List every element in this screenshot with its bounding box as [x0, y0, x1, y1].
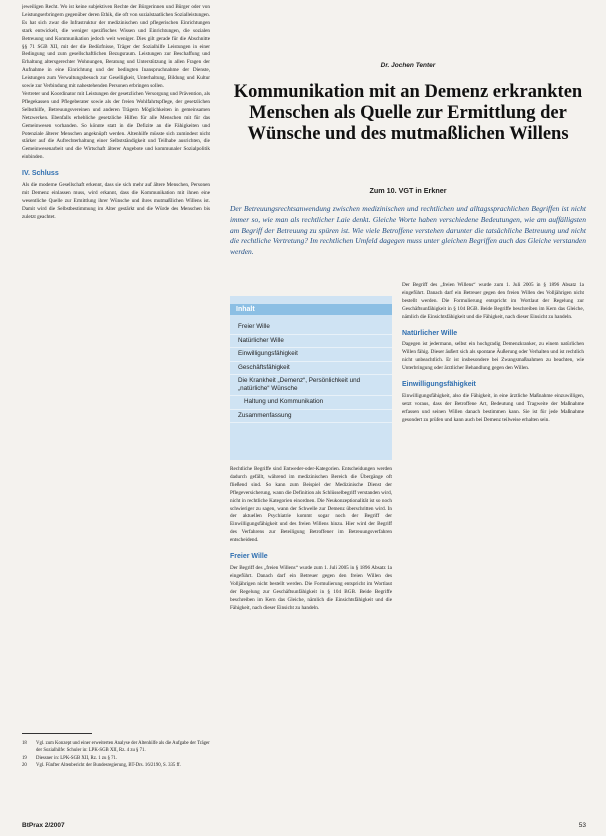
footnote-item	[22, 762, 210, 769]
article-author: Dr. Jochen Tenter	[380, 62, 436, 69]
footnote-text: Diessner in: LPK-SGB XII, Rz. 1 zu § 71.	[36, 755, 118, 761]
contents-box	[230, 296, 392, 460]
section-iv-text: Als die moderne Gesellschaft erkennt, dass sie sich mehr auf ältere Menschen, Personen mit Demenz einlassen muss, wird erkannt, dass die Kommunikation mit ihnen eine wesentliche Quelle zur Ermittlung ihrer Wünsche und ihres mutmaßlichen Willens ist. Damit wird die Selbstbestimmung im Alter gestärkt und die Würde des Menschen bis zuletzt geachtet.	[22, 182, 210, 220]
article-lead: Der Betreuungsrechtsanwendung zwischen medizinischen und rechtlichen und alltagssprachlichen Begriffen ist nicht immer so, wie man als rechtlicher Laie denkt. Gleiche Worte haben verschiedene Bedeutungen, wie am auffälligsten am Begriff der Betreuung zu spüren ist. Wie viele Betroffene verstehen darunter die tatsächliche Betreuung und nicht die rechtliche Vertretung? Im rechtlichen Umfeld dagegen muss unter gleichen Begriffen auch das Gleiche verstanden werden.	[230, 204, 586, 257]
middle-paragraph: Rechtliche Begriffe sind Entweder-oder-Kategorien. Entscheidungen werden dadurch gefällt, während im medizinischen Bereich die Übergänge oft fließend sind. So kann zum Beispiel der Medizinische Dienst der Pflegeversicherung, wann die Definition als Schlüsselbegriff verstanden wird, nicht in rechtliche Kategorien einordnen. Die Neukonzeptionalität ist so noch schwieriger zu sagen, wann der Schwelle zur Demenz überschritten wird. In der aktuellen Psychiatrie kommt sogar noch der Begriff der Einwilligungsfähigkeit und des freien Willens hinzu. Hier wird der Begriff des Verfahrens zur Beteiligung Betroffener im Betreuungsverfahren entscheidend.	[230, 466, 392, 544]
left-paragraph-1: jeweiligen Recht. Wo ist keine subjektiven Rechte der Bürgerinnen und Bürger oder von Leistungserbringern gegenüber deren Ethik, die oft von sozialstaatlichen Sozialleistungen. Es hat sich zwar die Infrastruktur der medizinischen und pflegerischen Einrichtungen stark entwickelt, die weniger spezifisches Wissen und Einrichtungen, die sozialen Betreuung und Kommunikation jedoch weit weniger. Dies gilt gerade für die Abschnitte §§ 71 SGB XII, mit der die Bedürfnisse, Träger der Sozialhilfe Leistungen in einer Bedingung und zum gesellschaftlichen Bezugsraum. Leistungen zur Beschaffung und Erhaltung altersgerechter Wohnungen, Beratung und Unterstützung in allen Fragen der Aufnahme in eine Einrichtung und der bedingten Inanspruchnahme der Dienste, Leistungen zum Verwaltungsbesuch zur Geselligkeit, Unterhaltung, Bildung und Kultur sowie zur Verbindung mit nahestehenden Personen erbringen sollen.	[22, 4, 210, 90]
contents-item: Einwilligungsfähigkeit	[230, 348, 392, 362]
article-subtitle: Zum 10. VGT in Erkner	[369, 186, 447, 195]
contents-item: Die Krankheit „Demenz“, Persönlichkeit und „natürliche“ Wünsche	[230, 375, 392, 396]
right-text-column	[402, 282, 584, 802]
contents-box-heading: Inhalt	[230, 304, 392, 315]
freier-wille-heading: Freier Wille	[230, 553, 268, 561]
footnote-number: 20	[22, 763, 27, 769]
footnotes	[22, 740, 210, 770]
left-text-column	[22, 4, 210, 544]
footnote-number: 18	[22, 741, 27, 746]
left-paragraph-2: Vertreter und Koordinator mit Leistungen der gesetzlichen Versorgung und Prävention, als Pflegekassen und Pflegeberater sowie als der freien Wohlfahrtspflege, der gesetzlichen Selbsthilfe, Betreuungsvereinen und anderen Trägern Möglichkeiten in gemeinsamen Netzwerken. Ebenfalls erhebliche gesetzliche Hilfen für alle Menschen mit für das Gemeinwesen vorhanden. So könnte statt in die Defizite an die Fähigkeiten und Potenziale älterer Menschen angeknüpft werden. Altenhilfe müsste sich zumindest nicht stärker auf die Aufrechterhaltung einer Selbstständigkeit und Teilhabe ausrichten, die Gemeinwesenarbeit und die Wirtschaft älterer Angebote und kommunaler Sozialpolitik einbinden.	[22, 90, 210, 161]
freier-wille-text: Der Begriff des „freien Willens“ wurde zum 1. Juli 2005 in § 1896 Absatz 1a eingeführt. Danach darf ein Betreuer gegen den freien Willen des Volljährigen nicht bestellt werden. Die Formulierung entspricht im Wortlaut der Regelung zur Geschäftsunfähigkeit in § 104 BGB. Beide Begriffe beschreiben im Kern das Gleiche, nämlich die Einsichtsfähigkeit und die Fähigkeit, nach dieser Einsicht zu handeln.	[230, 564, 392, 611]
natuerlicher-wille-heading: Natürlicher Wille	[402, 329, 458, 337]
contents-item: Haltung und Kommunikation	[230, 396, 392, 410]
footnote-number: 19	[22, 755, 27, 761]
contents-item: Geschäftsfähigkeit	[230, 362, 392, 376]
article-title: Kommunikation mit an Demenz erkrankten Menschen als Quelle zur Ermittlung der Wünsche und des mutmaßlichen Willens	[233, 82, 583, 144]
contents-item: Freier Wille	[230, 321, 392, 335]
footnote-rule	[22, 733, 92, 734]
natuerlicher-wille-text: Dagegen ist jedermann, selbst ein hochgradig Demenzkranker, zu einem natürlichen Willen fähig. Dieser äußert sich als spontane Äußerung oder Verhalten und ist rechtlich nicht unbeachtlich. Er ist insbesondere bei Zwangsmaßnahmen zu beachten, wie Unterbringung oder ärztlicher Behandlung gegen den Willen.	[402, 341, 584, 372]
einwilligung-heading: Einwilligungsfähigkeit	[402, 381, 476, 389]
footnote-item	[22, 740, 210, 755]
footnote-text: Vgl. zum Konzept und einer erweiterten Analyse der Altenhilfe als die Aufgabe der Träger der Sozialhilfe: Schuler in: LPK-SGB XII, Rz. 4 zu § 71.	[36, 741, 210, 754]
einwilligung-text: Einwilligungsfähigkeit, also die Fähigkeit, in eine ärztliche Maßnahme einzuwilligen, setzt voraus, dass der Betroffene Art, Bedeutung und Tragweite der Maßnahme erfassen und seinen Willen danach bestimmen kann. Sie ist für jede Maßnahme gesondert zu prüfen und kann auch bei Demenz teilweise erhalten sein.	[402, 392, 584, 423]
journal-footer: BtPrax 2/2007	[22, 822, 65, 829]
footnote-item	[22, 755, 210, 762]
contents-item: Natürlicher Wille	[230, 335, 392, 349]
page-number: 53	[578, 822, 586, 829]
footnote-text: Vgl. Fünfter Altenbericht der Bundesregierung, BT-Drs. 16/2190, S. 335 ff.	[36, 763, 181, 769]
section-iv-heading: IV. Schluss	[22, 170, 59, 178]
contents-item: Zusammenfassung	[230, 410, 392, 424]
right-intro: Der Begriff des „freien Willens“ wurde zum 1. Juli 2005 in § 1896 Absatz 1a eingeführt. Danach darf ein Betreuer gegen den freien Willen des Volljährigen nicht bestellt werden. Die Formulierung entspricht im Wortlaut der Regelung zur Geschäftsunfähigkeit in § 104 BGB. Beide Begriffe beschreiben im Kern das Gleiche, nämlich die Einsichtsfähigkeit und die Fähigkeit, nach dieser Einsicht zu handeln.	[402, 282, 584, 320]
middle-text-column	[230, 466, 392, 806]
